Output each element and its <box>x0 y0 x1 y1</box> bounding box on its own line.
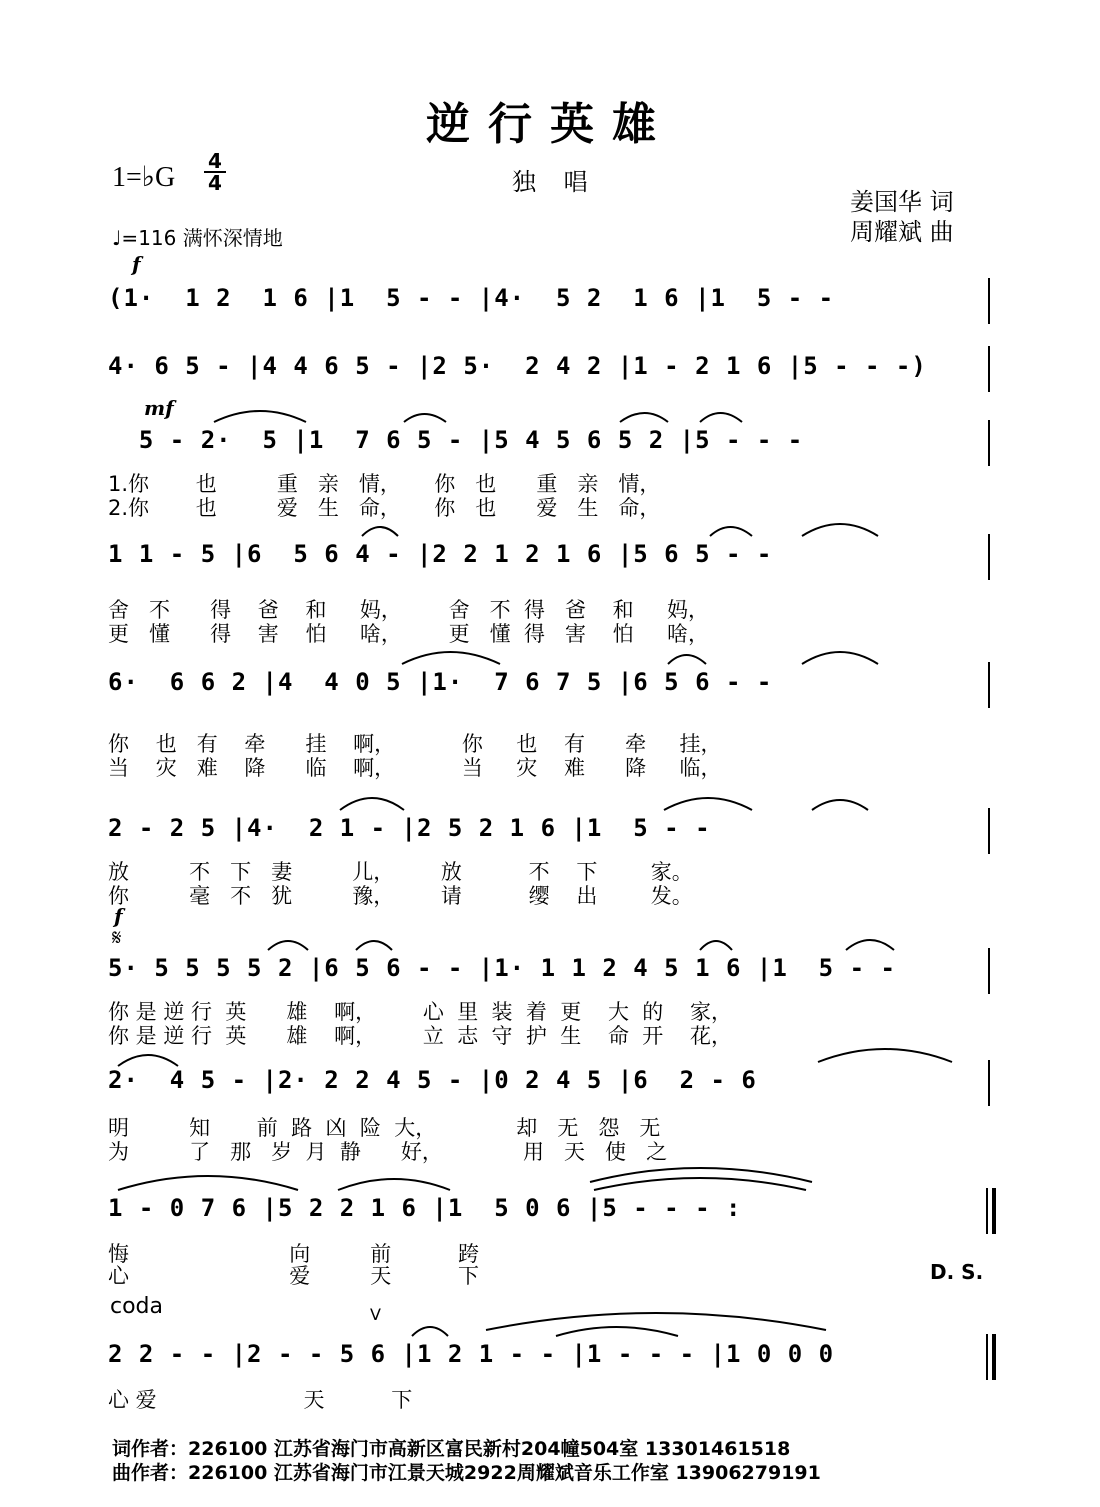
coda-marking: coda <box>110 1294 164 1319</box>
dynamic-forte-2: f <box>114 904 123 928</box>
time-signature-top: 4 <box>208 149 222 173</box>
key-signature: 1=♭G <box>112 162 176 193</box>
staff-notes: 5 - 2· 5 |1 7 6 5 - |5 4 5 6 5 2 |5 - - - <box>108 426 819 454</box>
lyric-line: 心 爱 天 下 <box>108 1264 480 1288</box>
dal-segno-marking: D. S. <box>930 1260 984 1284</box>
lyric-line: 放 不 下 妻 儿， 放 不 下 家。 <box>108 860 693 884</box>
segno-sign: 𝄋 <box>112 926 122 951</box>
composer-credit: 周耀斌 曲 <box>850 218 954 246</box>
tempo-marking: ♩=116 满怀深情地 <box>112 226 283 250</box>
lyricist-credit: 姜国华 词 <box>850 188 954 216</box>
lyric-line: 为 了 那 岁 月 静 好， 用 天 使 之 <box>108 1140 668 1164</box>
staff-notes: 4· 6 5 - |4 4 6 5 - |2 5· 2 4 2 |1 - 2 1 6 |5 - - -) <box>108 352 927 380</box>
time-signature-bottom: 4 <box>208 171 222 195</box>
lyric-line: 心 爱 天 下 <box>108 1388 413 1412</box>
lyric-line: 你 也 有 牵 挂 啊， 你 也 有 牵 挂， <box>108 732 722 756</box>
lyric-line: 你 是 逆 行 英 雄 啊， 立 志 守 护 生 命 开 花， <box>108 1024 733 1048</box>
dynamic-mezzo-forte: mf <box>144 396 174 420</box>
composer-contact: 曲作者：226100 江苏省海门市江景天城2922周耀斌音乐工作室 13906279191 <box>112 1462 821 1484</box>
lyric-line: 1.你 也 重 亲 情， 你 也 重 亲 情， <box>108 472 661 496</box>
lyric-line: 当 灾 难 降 临 啊， 当 灾 难 降 临， <box>108 756 722 780</box>
svg-text:V: V <box>370 1305 381 1324</box>
staff-notes: 1 1 - 5 |6 5 6 4 - |2 2 1 2 1 6 |5 6 5 - - <box>108 540 788 568</box>
page-title: 逆行英雄 <box>426 99 674 150</box>
lyric-line: 明 知 前 路 凶 险 大， 却 无 怨 无 <box>108 1116 661 1140</box>
dynamic-forte-1: f <box>132 252 141 276</box>
performance-type: 独 唱 <box>512 168 598 196</box>
staff-notes: 1 - 0 7 6 |5 2 2 1 6 |1 5 0 6 |5 - - - : <box>108 1194 742 1222</box>
lyric-line: 舍 不 得 爸 和 妈， 舍 不 得 爸 和 妈， <box>108 598 710 622</box>
lyricist-contact: 词作者：226100 江苏省海门市高新区富民新村204幢504室 13301461518 <box>112 1438 791 1460</box>
lyric-line: 更 懂 得 害 怕 啥， 更 懂 得 害 怕 啥， <box>108 622 710 646</box>
staff-notes: (1· 1 2 1 6 |1 5 - - |4· 5 2 1 6 |1 5 - - <box>108 284 850 312</box>
staff-notes: 2 2 - - |2 - - 5 6 |1 2 1 - - |1 - - - |1 0 0 0 <box>108 1340 850 1368</box>
staff-notes: 5· 5 5 5 5 2 |6 5 6 - - |1· 1 1 2 4 5 1 6 |1 5 - - <box>108 954 912 982</box>
lyric-line: 你 是 逆 行 英 雄 啊， 心 里 装 着 更 大 的 家， <box>108 1000 733 1024</box>
staff-notes: 2· 4 5 - |2· 2 2 4 5 - |0 2 4 5 |6 2 - 6 <box>108 1066 773 1094</box>
staff-notes: 6· 6 6 2 |4 4 0 5 |1· 7 6 7 5 |6 5 6 - - <box>108 668 788 696</box>
lyric-line: 悔 向 前 跨 <box>108 1242 480 1266</box>
lyric-line: 2.你 也 爱 生 命， 你 也 爱 生 命， <box>108 496 661 520</box>
staff-notes: 2 - 2 5 |4· 2 1 - |2 5 2 1 6 |1 5 - - <box>108 814 726 842</box>
lyric-line: 你 毫 不 犹 豫， 请 缨 出 发。 <box>108 884 693 908</box>
